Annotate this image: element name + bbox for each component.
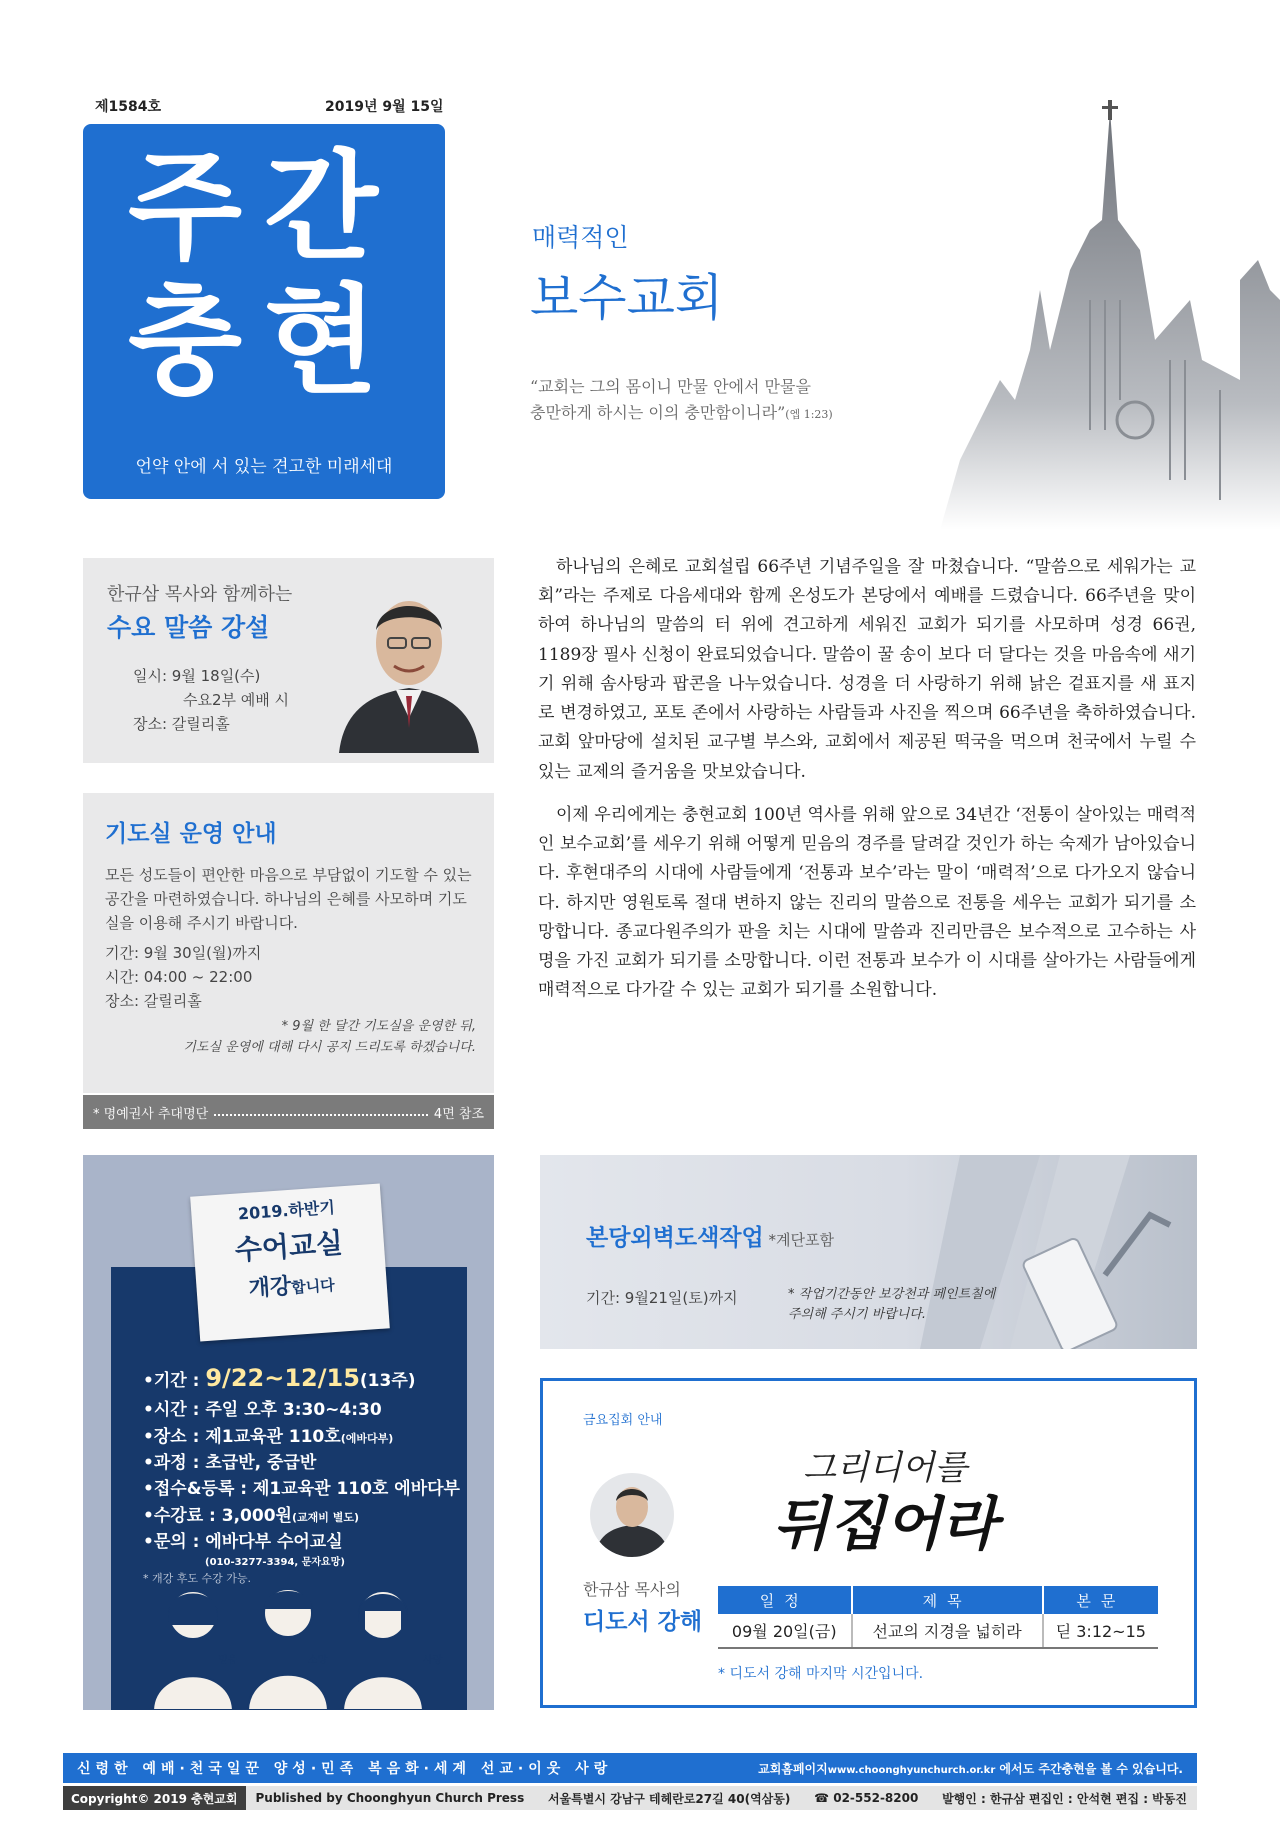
poster-title-paper	[190, 1184, 390, 1342]
prayer-title: 기도실 운영 안내	[105, 821, 277, 847]
poster-year: 2019.하반기	[237, 1197, 336, 1224]
main-article	[538, 553, 1196, 1020]
feature-quote	[530, 374, 930, 427]
masthead-subtitle: 언약 안에 서 있는 견고한 미래세대	[135, 457, 393, 477]
poster-period: •기간 : 9/22~12/15(13주)	[143, 1364, 416, 1392]
homepage-notice: 교회홈페이지www.choonghyunchurch.or.kr 에서도 주간충현을 볼 수 있습니다.	[758, 1761, 1183, 1776]
prayer-period: 기간: 9월 30일(월)까지	[105, 944, 262, 962]
header-schedule: 일정	[718, 1586, 852, 1614]
issue-date: 2019년 9월 15일	[325, 99, 444, 115]
header-passage: 본문	[1043, 1586, 1158, 1614]
sermon-info	[133, 664, 289, 736]
reference-page: 4면 참조	[433, 1106, 484, 1122]
sermon-intro: 한규삼 목사와 함께하는	[107, 584, 293, 605]
leader-dots	[214, 1108, 428, 1116]
quote-line2: 충만하게 하시는 이의 충만함이니라”(엡 1:23)	[530, 403, 833, 423]
poster-class-name: 수어교실	[233, 1226, 344, 1267]
friday-note: * 디도서 강해 마지막 시간입니다.	[718, 1666, 924, 1682]
calligraphy-line1: 그리디어를	[803, 1448, 968, 1488]
friday-pastor-name: 한규삼 목사의	[583, 1580, 681, 1599]
poster-details	[143, 1360, 460, 1571]
friday-series-title: 디도서 강해	[583, 1609, 703, 1635]
masthead-box	[83, 124, 445, 499]
publisher-details	[246, 1786, 1198, 1810]
painting-period: 기간: 9월21일(토)까지	[586, 1289, 738, 1307]
cell-passage: 딛 3:12~15	[1043, 1614, 1158, 1648]
friday-schedule-table	[718, 1586, 1158, 1649]
copyright: Copyright© 2019 충현교회	[63, 1786, 246, 1810]
sermon-title: 수요 말씀 강설	[107, 613, 270, 642]
wednesday-sermon-box	[83, 558, 494, 763]
reference-label: * 명예권사 추대명단	[93, 1106, 209, 1122]
masthead-title-line2: 충현	[128, 272, 400, 410]
poster-open: 개강합니다	[247, 1274, 336, 1302]
homepage-link[interactable]: www.choonghyunchurch.or.kr	[827, 1764, 996, 1776]
exterior-painting-box	[540, 1155, 1197, 1349]
prayer-body: 모든 성도들이 편안한 마음으로 부담없이 기도할 수 있는 공간을 마련하였습니다. 하나님의 은혜를 사모하며 기도실을 이용해 주시기 바랍니다.	[105, 866, 472, 932]
staff-credits: 발행인 : 한규삼 편집인 : 안석현 편집 : 박동진	[942, 1791, 1187, 1806]
table-row	[718, 1614, 1158, 1648]
prayer-room-box	[83, 793, 494, 1093]
poster-phone: (010-3277-3394, 문자요망)	[205, 1557, 345, 1569]
header-title: 제목	[852, 1586, 1043, 1614]
prayer-place: 장소: 갈릴리홀	[105, 992, 202, 1010]
painting-note: * 작업기간동안 보강천과 페인트칠에 주의해 주시기 바랍니다.	[788, 1287, 996, 1322]
signing-people-illustration	[83, 1575, 494, 1710]
honorary-deaconess-reference[interactable]	[83, 1095, 494, 1129]
article-paragraph-1: 하나님의 은혜로 교회설립 66주년 기념주일을 잘 마쳤습니다. “말씀으로 세워가는 교회”라는 주제로 다음세대와 함께 온성도가 본당에서 예배를 드렸습니다. 66주년을 맞이하여 하나님의 말씀의 터 위에 견고하게 세워진 교회가 되기를 사모하며 성경 66권, 1189장 필사 신청이 완료되었습니다. 말씀이 꿀 송이 보다 더 달다는 것을 마음속에 새기기 위해 솜사탕과 팝콘을 나누었습니다. 성경을 더 사랑하기 위해 낡은 겉표지를 새 표지로 변경하였고, 포토 존에서 사랑하는 사람들과 사진을 찍으며 66주년을 축하하였습니다. 교회 앞마당에 설치된 교구별 부스와, 교회에서 제공된 떡국을 먹으며 천국에서 누릴 수 있는 교제의 즐거움을 맛보았습니다.	[538, 557, 1196, 782]
painting-title: 본당외벽도색작업 *계단포함	[586, 1225, 834, 1251]
press-name: Published by Choonghyun Church Press	[255, 1791, 525, 1805]
prayer-hours: 시간: 04:00 ~ 22:00	[105, 968, 253, 986]
sign-word-hope: 소망	[308, 1655, 328, 1666]
poster-place: •장소 : 제1교육관 110호(에바다부)	[143, 1426, 394, 1447]
friday-meeting-box	[540, 1378, 1197, 1708]
quote-reference: (엡 1:23)	[785, 408, 833, 422]
sermon-time-detail: 수요2부 예배 시	[183, 691, 290, 709]
table-header-row	[718, 1586, 1158, 1614]
poster-register: •접수&등록 : 제1교육관 110호 에바다부	[143, 1479, 460, 1500]
cathedral-image	[940, 100, 1280, 530]
cell-date: 09월 20일(금)	[718, 1614, 852, 1648]
poster-note: * 개강 후도 수강 가능.	[143, 1572, 251, 1585]
friday-label: 금요집회 안내	[583, 1413, 663, 1428]
pastor-photo	[334, 568, 484, 753]
poster-time: •시간 : 주일 오후 3:30~4:30	[143, 1400, 382, 1421]
sign-word-faith: 믿음	[218, 1655, 238, 1666]
church-motto: 신령한 예배·천국일꾼 양성·민족 복음화·세계 선교·이웃 사랑	[77, 1761, 613, 1777]
sign-word-love: 사랑	[423, 1655, 443, 1666]
feature-title: 보수교회	[530, 269, 724, 327]
sermon-place: 장소: 갈릴리홀	[133, 715, 230, 733]
cell-title: 선교의 지경을 넓히라	[852, 1614, 1043, 1648]
poster-fee: •수강료 : 3,000원(교재비 별도)	[143, 1505, 359, 1526]
prayer-details	[105, 941, 261, 1013]
church-address: 서울특별시 강남구 테헤란로27길 40(역삼동)	[547, 1791, 791, 1806]
sermon-time: 일시: 9월 18일(수)	[133, 667, 261, 685]
friday-pastor-photo	[590, 1473, 674, 1557]
prayer-note: * 9월 한 달간 기도실을 운영한 뒤, 기도실 운영에 대해 다시 공지 드리도록 하겠습니다.	[183, 1019, 476, 1055]
church-phone: ☎ 02-552-8200	[814, 1791, 919, 1805]
calligraphy-line2: 뒤집어라	[773, 1490, 998, 1558]
sign-language-poster	[83, 1155, 494, 1710]
poster-contact: •문의 : 에바다부 수어교실	[143, 1531, 343, 1552]
masthead-title-line1: 주간	[128, 138, 400, 276]
motto-bar	[63, 1753, 1197, 1783]
publication-info	[63, 1786, 1197, 1810]
poster-course: •과정 : 초급반, 중급반	[143, 1452, 317, 1473]
calligraphy-title	[753, 1439, 1083, 1559]
quote-line1: “교회는 그의 몸이니 만물 안에서 만물을	[530, 377, 811, 396]
article-paragraph-2: 이제 우리에게는 충현교회 100년 역사를 위해 앞으로 34년간 ‘전통이 살아있는 매력적인 보수교회’를 세우기 위해 어떻게 믿음의 경주를 달려갈 것인가 하는 숙제가 남아있습니다. 후현대주의 시대에 사람들에게 ‘전통과 보수’라는 말이 ‘매력적’으로 다가오지 않습니다. 하지만 영원토록 절대 변하지 않는 진리의 말씀으로 전통을 세우는 교회가 되기를 소망합니다. 종교다원주의가 판을 치는 시대에 말씀과 진리만큼은 보수적으로 고수하는 사명을 가진 교회가 되기를 소망합니다. 이런 전통과 보수가 이 시대를 살아가는 사람들에게 매력적으로 다가갈 수 있는 교회가 되기를 소원합니다.	[538, 804, 1196, 1001]
feature-kicker: 매력적인	[532, 223, 629, 252]
issue-number: 제1584호	[95, 99, 162, 115]
